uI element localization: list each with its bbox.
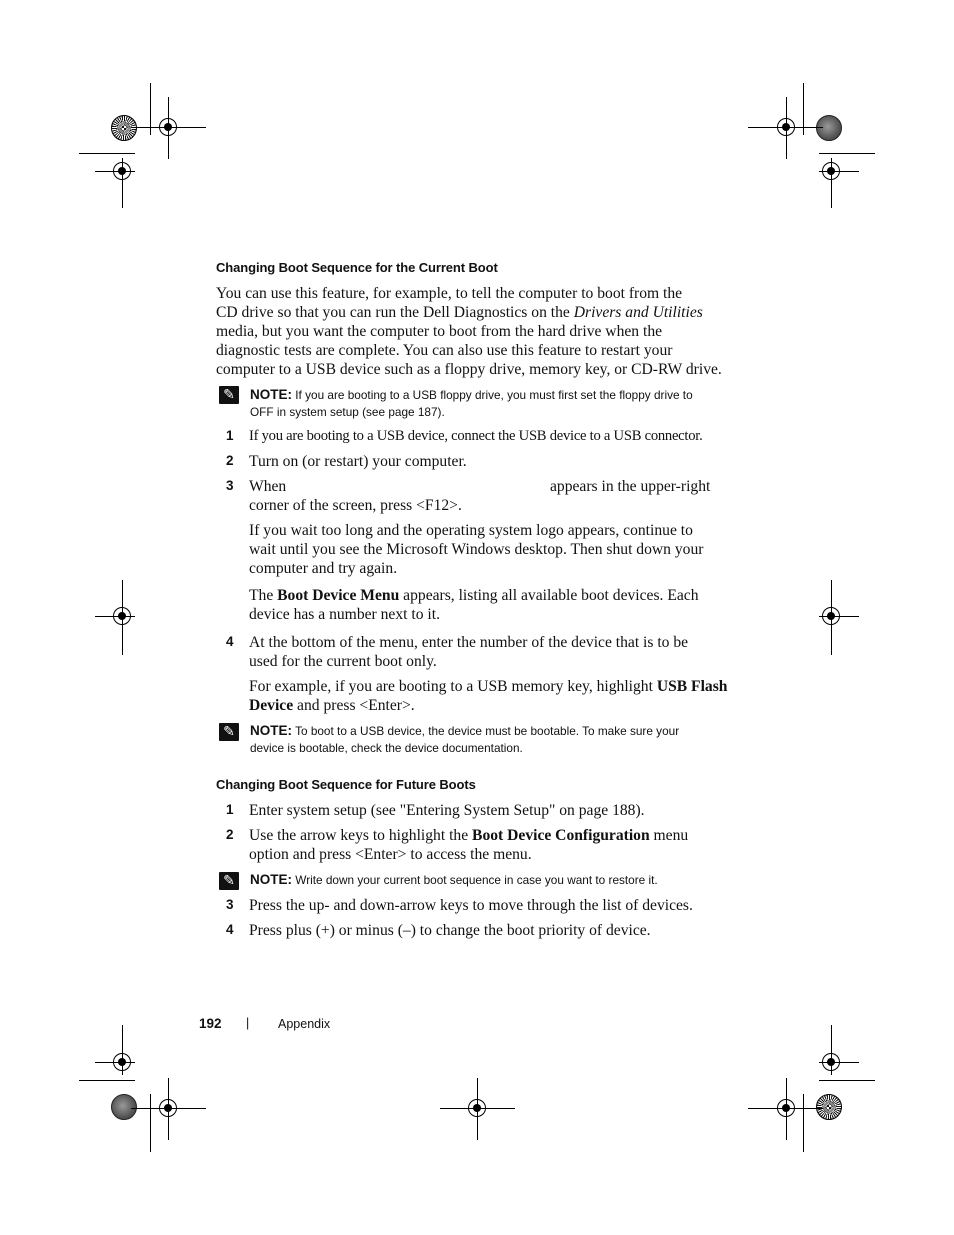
note-usb-floppy: NOTE: If you are booting to a USB floppy drive, you must first set the floppy drive to OFF in system setup (see page 187). bbox=[250, 387, 693, 419]
note-pencil-icon: ✎ bbox=[219, 723, 239, 741]
section-heading-current-boot: Changing Boot Sequence for the Current Boot bbox=[216, 260, 498, 275]
step-number: 4 bbox=[226, 634, 234, 649]
intro-paragraph: You can use this feature, for example, to tell the computer to boot from the CD drive so that you can run the Dell Diagnostics on the Drivers and Utilities media, but you want the computer to boot from the hard drive when the diagnostic tests are complete. You can also use this feature to restart your computer to a USB device such as a floppy drive, memory key, or CD-RW drive. bbox=[216, 285, 722, 378]
gray-disc-mark-icon bbox=[111, 1094, 137, 1120]
note-pencil-icon: ✎ bbox=[219, 386, 239, 404]
step-text: Enter system setup (see "Entering System Setup" on page 188). bbox=[249, 802, 645, 819]
step-text: Turn on (or restart) your computer. bbox=[249, 453, 467, 470]
step-number: 1 bbox=[226, 428, 234, 443]
section-heading-future-boots: Changing Boot Sequence for Future Boots bbox=[216, 777, 476, 792]
footer-section-name: Appendix bbox=[278, 1017, 331, 1031]
step-number: 3 bbox=[226, 478, 234, 493]
step-text: If you are booting to a USB device, connect the USB device to a USB connector. bbox=[249, 428, 703, 444]
step-text: When bbox=[249, 478, 287, 495]
note-write-down-sequence: NOTE: Write down your current boot sequence in case you want to restore it. bbox=[250, 872, 658, 887]
page-number: 192 bbox=[199, 1016, 222, 1031]
step-number: 1 bbox=[226, 802, 234, 817]
step-text: Press the up- and down-arrow keys to move through the list of devices. bbox=[249, 897, 693, 914]
step-number: 2 bbox=[226, 827, 234, 842]
step3-boot-menu-paragraph: The Boot Device Menu appears, listing all available boot devices. Each device has a number next to it. bbox=[249, 587, 699, 623]
step-number: 4 bbox=[226, 922, 234, 937]
note-bootable-device: NOTE: To boot to a USB device, the device must be bootable. To make sure your device is bootable, check the device documentation. bbox=[250, 723, 680, 755]
step3-explanation: If you wait too long and the operating system logo appears, continue to wait until you see the Microsoft Windows desktop. Then shut down your computer and try again. bbox=[249, 522, 704, 577]
step-text: Use the arrow keys to highlight the Boot Device Configuration menu option and press <Enter> to access the menu. bbox=[249, 827, 689, 863]
step-number: 3 bbox=[226, 897, 234, 912]
step4-example: For example, if you are booting to a USB memory key, highlight USB Flash Device and press <Enter>. bbox=[249, 678, 728, 714]
step-number: 2 bbox=[226, 453, 234, 468]
starburst-mark-icon bbox=[816, 1094, 842, 1120]
step-text: At the bottom of the menu, enter the number of the device that is to be used for the current boot only. bbox=[249, 634, 689, 670]
step-text: Press plus (+) or minus (–) to change the boot priority of device. bbox=[249, 922, 651, 939]
footer-separator: | bbox=[246, 1016, 250, 1030]
step-text: appears in the upper-right bbox=[550, 478, 711, 495]
note-pencil-icon: ✎ bbox=[219, 872, 239, 890]
step-text: corner of the screen, press <F12>. bbox=[249, 497, 462, 514]
